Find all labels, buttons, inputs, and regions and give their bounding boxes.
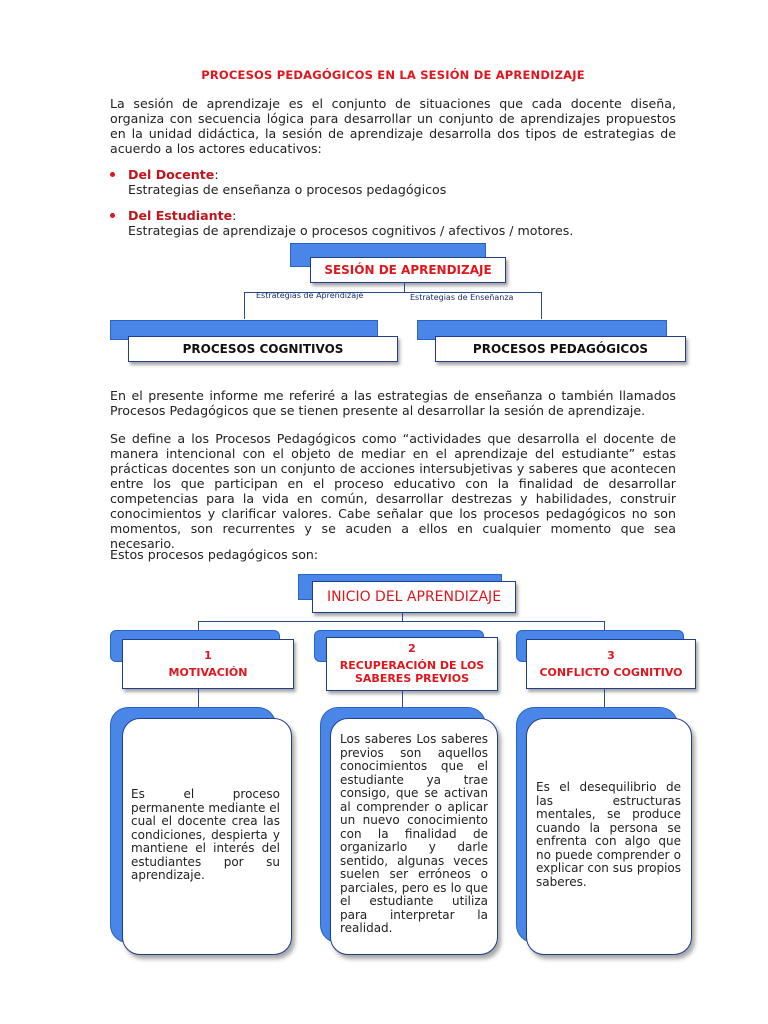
paragraph-informe: En el presente informe me referiré a las estrategias de enseñanza o también llamados Procesos Pedagógicos que se tienen presente al desarrollar la sesión de aprendizaje. <box>110 388 676 418</box>
connector-line <box>198 621 604 622</box>
connector-line <box>404 282 405 292</box>
procesos-pedagogicos-box: PROCESOS PEDAGÓGICOS <box>435 336 686 362</box>
intro-paragraph: La sesión de aprendizaje es el conjunto de situaciones que cada docente diseña, organiza con secuencia lógica para desarrollar un conjunto de aprendizajes propuestos en la unidad didáctica, la sesión de aprendizaje desarrolla dos tipos de estrategias de acuerdo a los actores educativos: <box>110 96 676 156</box>
paragraph-estos: Estos procesos pedagógicos son: <box>110 547 319 562</box>
procesos-cognitivos-box: PROCESOS COGNITIVOS <box>128 336 398 362</box>
document-title: PROCESOS PEDAGÓGICOS EN LA SESIÓN DE APRENDIZAJE <box>201 68 585 82</box>
inicio-box: INICIO DEL APRENDIZAJE <box>312 581 516 613</box>
bullet-head: Del Estudiante: <box>128 208 237 223</box>
step-number: 2 <box>408 642 416 655</box>
label-ensenanza: Estrategias de Enseñanza <box>410 293 514 302</box>
label-aprendizaje: Estrategias de Aprendizaje <box>256 291 364 300</box>
motivacion-box <box>122 639 294 689</box>
conflicto-cognitivo-box <box>526 639 696 689</box>
bullet-desc: Estrategias de enseñanza o procesos pedagógicos <box>128 182 447 197</box>
step-name: MOTIVACIÓN <box>168 666 248 679</box>
conflicto-desc: Es el desequilibrio de las estructuras mentales, se produce cuando la persona se enfrenta con algo que no puede comprender o explicar con sus propios saberes. <box>536 780 681 889</box>
saberes-previos-box <box>326 637 498 691</box>
connector-line <box>541 292 542 319</box>
saberes-desc: Los saberes Los saberes previos son aquellos conocimientos que el estudiante ya trae consigo, que se activan al comprender o aplicar un nuevo conocimiento con la finalidad de organizarlo y darle sentido, algunas veces suelen ser erróneos o parciales, pero es lo que el estudiante utiliza para interpretar la realidad. <box>340 732 488 935</box>
paragraph-definicion: Se define a los Procesos Pedagógicos como “actividades que desarrolla el docente de manera intencional con el objeto de mediar en el aprendizaje del estudiante” estas prácticas docentes son un conjunto de acciones intersubjetivas y saberes que acontecen entre los que participan en el proceso educativo con la finalidad de desarrollar competencias para la vida en común, desarrollar destrezas y habilidades, construir conocimientos y clarificar valores. Cabe señalar que los procesos pedagógicos no son momentos, son recurrentes y se acuden a ellos en cualquier momento que sea necesario. <box>110 431 676 551</box>
step-number: 3 <box>607 649 615 662</box>
bullet-dot-icon <box>110 172 115 177</box>
bullet-head: Del Docente: <box>128 167 219 182</box>
motivacion-desc: Es el proceso permanente mediante el cual el docente crea las condiciones, despierta y mantiene el interés del estudiantes por su aprendizaje. <box>131 787 280 882</box>
step-name: CONFLICTO COGNITIVO <box>539 666 683 679</box>
step-number: 1 <box>204 649 212 662</box>
sesion-box: SESIÓN DE APRENDIZAJE <box>310 257 506 283</box>
step-name: RECUPERACIÓN DE LOS SABERES PREVIOS <box>339 659 485 685</box>
bullet-dot-icon <box>110 213 115 218</box>
bullet-desc: Estrategias de aprendizaje o procesos cognitivos / afectivos / motores. <box>128 223 574 238</box>
connector-line <box>244 292 245 319</box>
